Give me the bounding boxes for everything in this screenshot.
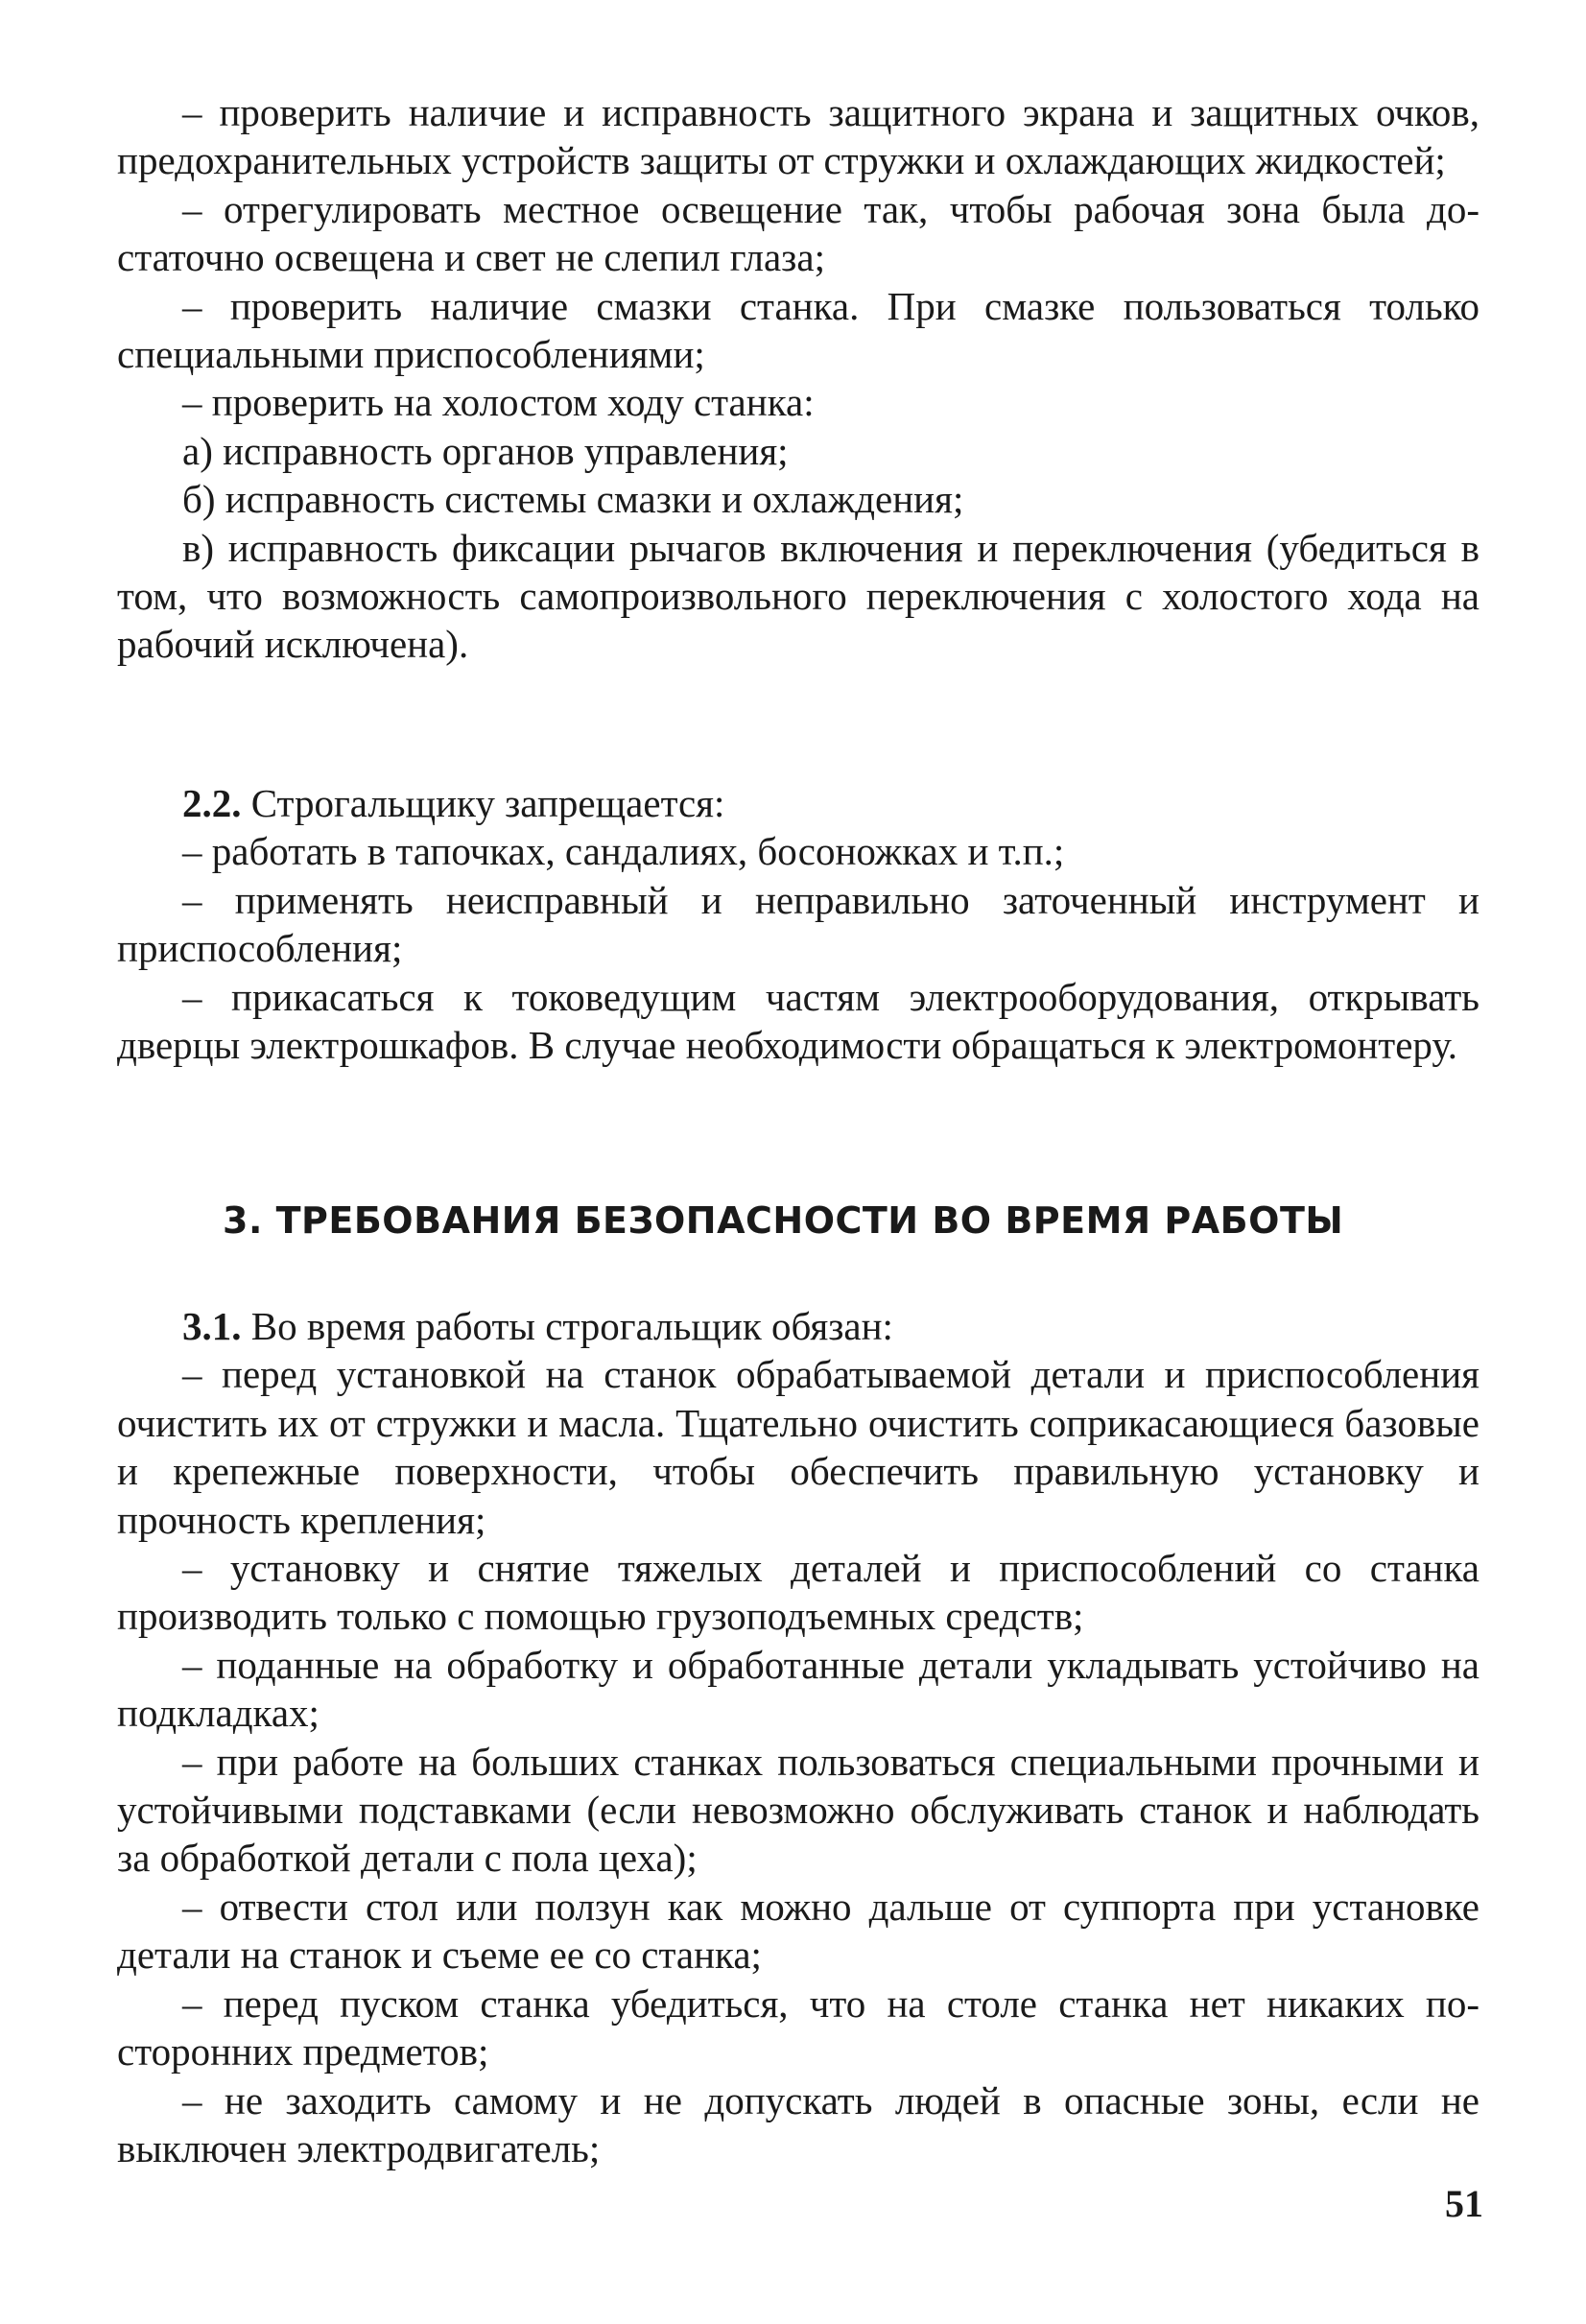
- paragraph: – не заходить самому и не допускать людей в опасные зоны, если не выключен электродвигатель;: [117, 2077, 1479, 2170]
- paragraph: – перед установкой на станок обрабатываемой детали и приспособления очистить их от стружки и масла. Тщательно очистить соприкасающиеся базовые и крепежные поверхности, чтобы обеспечить правильную установку и прочность крепления;: [117, 1352, 1479, 1542]
- list-item: в) исправность фиксации рычагов включения и переключения (убедиться в том, что возможность самопроизвольного переключения с холостого хода на рабочий исключена).: [117, 525, 1479, 667]
- section-3-1: [117, 1302, 1479, 2172]
- paragraph: – прикасаться к токоведущим частям электрооборудования, открывать дверцы электрошкафов. В случае необходимости обращаться к электромонтеру.: [117, 974, 1479, 1068]
- paragraph: – перед пуском станка убедиться, что на столе станка нет никаких посторонних предметов;: [117, 1980, 1479, 2075]
- paragraph: – проверить наличие смазки станка. При смазке пользоваться только специальными приспособлениями;: [117, 283, 1479, 377]
- section-intro-text: Строгальщику запрещается:: [241, 781, 725, 825]
- paragraph: – проверить наличие и исправность защитного экрана и защитных очков, предохранительных устройств защиты от стружки и охлаждающих жидкостей;: [117, 90, 1479, 183]
- paragraph: – при работе на больших станках пользоваться специальными прочными и устойчивыми подставками (если невозможно обслуживать станок и наблюдать за обработкой детали с пола цеха);: [117, 1739, 1479, 1881]
- paragraph: – отвести стол или ползун как можно дальше от суппорта при установке детали на станок и съеме ее со станка;: [117, 1884, 1479, 1978]
- paragraph: – проверить на холостом ходу станка:: [182, 380, 815, 425]
- paragraph: – установку и снятие тяжелых деталей и приспособлений со станка производить только с помощью грузоподъемных средств;: [117, 1546, 1479, 1639]
- section-2-2-intro: [117, 779, 1479, 827]
- section-number: 3.1.: [182, 1304, 242, 1348]
- section-2-2: [117, 779, 1479, 1069]
- section-3-1-intro: [117, 1302, 1479, 1350]
- paragraph: – поданные на обработку и обработанные детали укладывать устойчиво на подкладках;: [117, 1642, 1479, 1736]
- pre-work-checklist: [117, 88, 1479, 669]
- section-intro-text: Во время работы строгальщик обязан:: [241, 1304, 893, 1348]
- section-heading: 3. ТРЕБОВАНИЯ БЕЗОПАСНОСТИ ВО ВРЕМЯ РАБОТЫ: [223, 1199, 1344, 1242]
- page-number: 51: [1445, 2182, 1483, 2225]
- paragraph: – отрегулировать местное освещение так, чтобы рабочая зона была достаточно освещена и свет не слепил глаза;: [117, 186, 1479, 280]
- list-item: а) исправность органов управления;: [182, 428, 789, 473]
- section-number: 2.2.: [182, 781, 242, 825]
- list-item: б) исправность системы смазки и охлаждения;: [182, 477, 964, 522]
- paragraph: – применять неисправный и неправильно заточенный инструмент и приспособления;: [117, 877, 1479, 971]
- paragraph: – работать в тапочках, сандалиях, босоножках и т.п.;: [182, 829, 1065, 874]
